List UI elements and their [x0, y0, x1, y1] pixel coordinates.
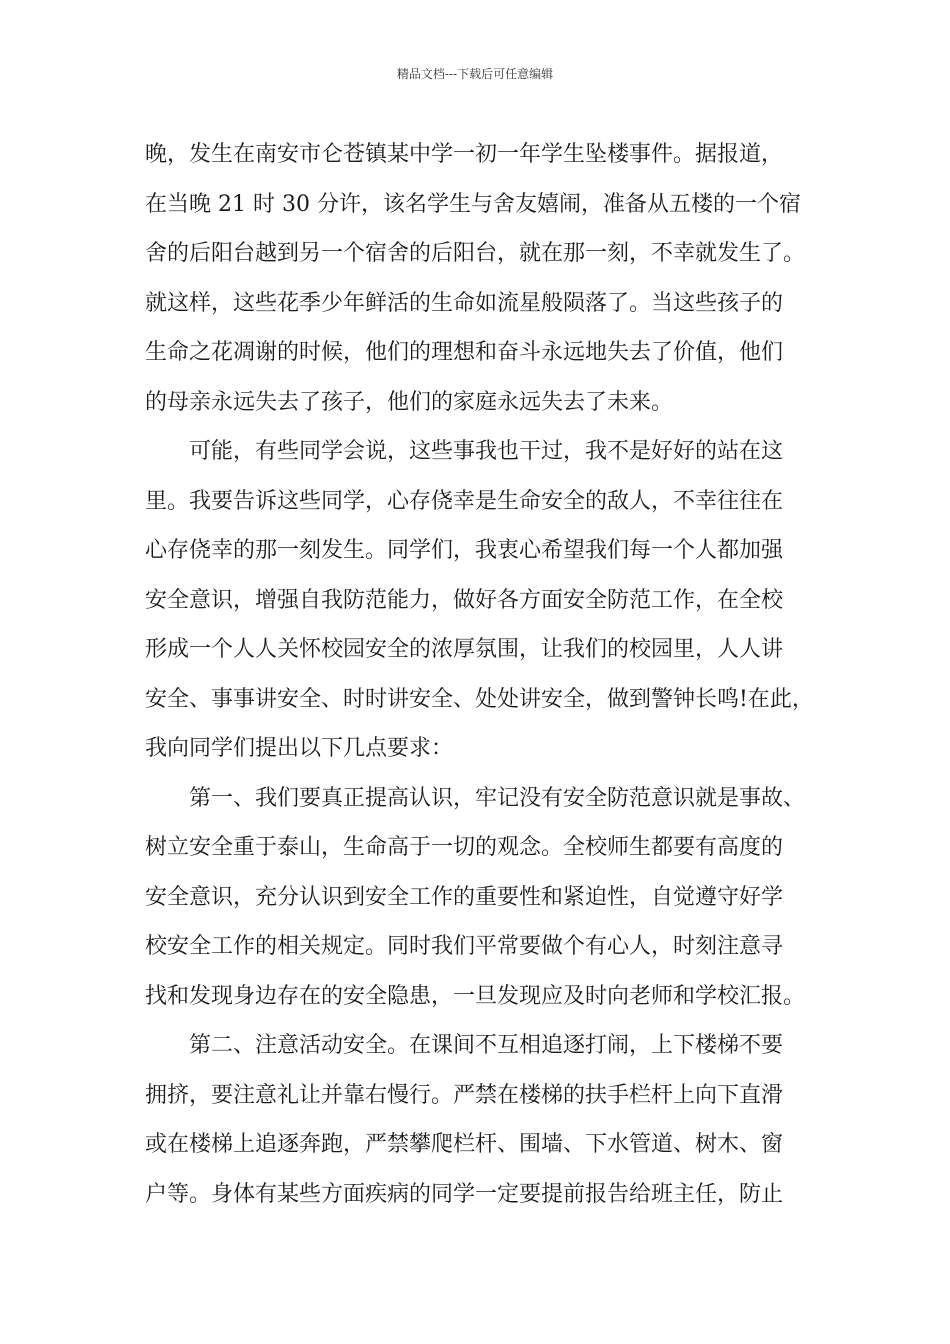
text-line: 安全意识，增强自我防范能力，做好各方面安全防范工作，在全校: [145, 587, 784, 613]
text-line: 安全、事事讲安全、时时讲安全、处处讲安全，做到警钟长鸣!在此，: [145, 686, 814, 712]
text-line: 我向同学们提出以下几点要求：: [145, 736, 454, 761]
text-line: 舍的后阳台越到另一个宿舍的后阳台，就在那一刻，不幸就发生了。: [145, 241, 806, 266]
text-line: 生命之花凋谢的时候，他们的理想和奋斗永远地失去了价值，他们: [145, 340, 784, 365]
text-line: 在当晚 21 时 30 分许，该名学生与舍友嬉闹，准备从五楼的一个宿: [145, 191, 801, 217]
text-line: 就这样，这些花季少年鲜活的生命如流星般陨落了。当这些孩子的: [145, 290, 784, 316]
paragraph-start-line: 第二、注意活动安全。在课间不互相追逐打闹，上下楼梯不要: [189, 1033, 784, 1058]
text-line: 拥挤，要注意礼让并靠右慢行。严禁在楼梯的扶手栏杆上向下直滑: [145, 1082, 784, 1108]
text-line: 里。我要告诉这些同学，心存侥幸是生命安全的敌人，不幸往往在: [145, 488, 784, 514]
text-line: 户等。身体有某些方面疾病的同学一定要提前报告给班主任，防止: [145, 1181, 784, 1207]
paragraph-start-line: 第一、我们要真正提高认识，牢记没有安全防范意识就是事故、: [189, 785, 806, 811]
page-header: 精品文档---下载后可任意编辑: [396, 67, 554, 81]
text-line: 或在楼梯上追逐奔跑，严禁攀爬栏杆、围墙、下水管道、树木、窗: [145, 1132, 784, 1157]
text-line: 校安全工作的相关规定。同时我们平常要做个有心人，时刻注意寻: [145, 934, 784, 959]
text-line: 安全意识，充分认识到安全工作的重要性和紧迫性，自觉遵守好学: [145, 884, 784, 910]
text-line: 的母亲永远失去了孩子，他们的家庭永远失去了未来。: [145, 389, 674, 415]
text-line: 找和发现身边存在的安全隐患，一旦发现应及时向老师和学校汇报。: [145, 983, 806, 1009]
text-line: 树立安全重于泰山，生命高于一切的观念。全校师生都要有高度的: [145, 835, 784, 860]
text-line: 心存侥幸的那一刻发生。同学们，我衷心希望我们每一个人都加强: [145, 538, 784, 563]
body-text: [145, 130, 835, 1219]
paragraph-start-line: 可能，有些同学会说，这些事我也干过，我不是好好的站在这: [189, 439, 784, 464]
text-line: 形成一个人人关怀校园安全的浓厚氛围，让我们的校园里，人人讲: [145, 637, 784, 662]
text-line: 晚，发生在南安市仑苍镇某中学一初一年学生坠楼事件。据报道，: [145, 142, 784, 167]
